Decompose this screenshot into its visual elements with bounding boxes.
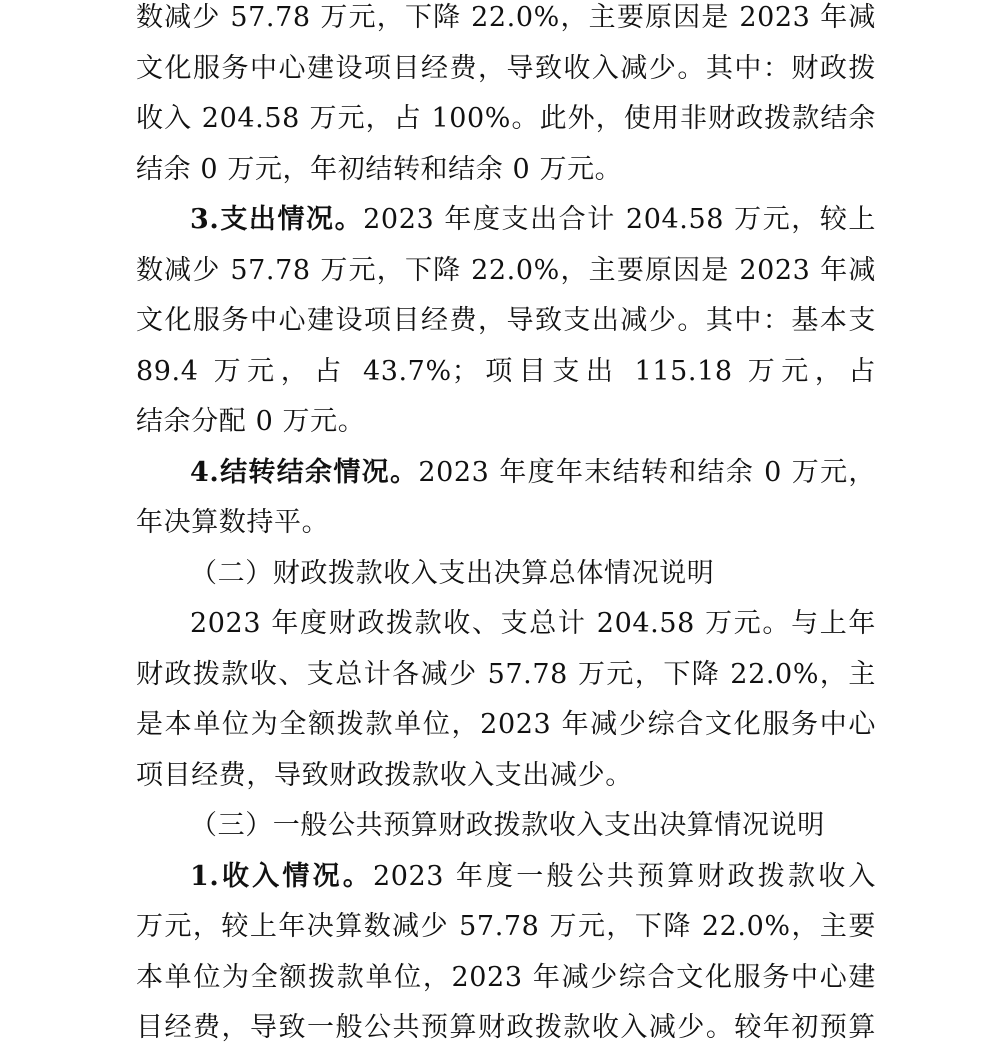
text-line	[136, 44, 876, 95]
line-text: 结余 0 万元，年初结转和结余 0 万元。	[136, 153, 623, 185]
text-line	[136, 246, 876, 297]
line-text: 文化服务中心建设项目经费，导致支出减少。其中：基本支	[136, 305, 876, 336]
line-text: （二）财政拨款收入支出决算总体情况说明	[190, 557, 715, 589]
text-line	[136, 700, 876, 751]
text-line	[136, 751, 876, 802]
text-line	[136, 650, 876, 701]
line-text: 2023 年度财政拨款收、支总计 204.58 万元。与上年	[190, 608, 876, 639]
document-page	[136, 0, 876, 1054]
line-text: 目经费，导致一般公共预算财政拨款收入减少。较年初预算	[136, 1012, 876, 1043]
text-line	[136, 397, 876, 448]
line-text: 财政拨款收、支总计各减少 57.78 万元，下降 22.0%，主	[136, 658, 876, 690]
text-line	[136, 599, 876, 650]
line-text: 2023 年度支出合计 204.58 万元，较上	[363, 204, 876, 235]
text-line	[136, 296, 876, 347]
text-line	[136, 195, 876, 246]
text-line	[136, 498, 876, 549]
text-line	[136, 0, 876, 44]
text-line	[136, 347, 876, 398]
item-heading: 1.收入情况。	[190, 860, 373, 892]
line-text: 结余分配 0 万元。	[136, 406, 366, 437]
line-text: 2023 年度一般公共预算财政拨款收入	[372, 860, 876, 892]
line-text: 文化服务中心建设项目经费，导致收入减少。其中：财政拨	[136, 52, 876, 84]
line-text: 数减少 57.78 万元，下降 22.0%，主要原因是 2023 年减	[136, 254, 876, 286]
line-text: 89.4 万元，占 43.7%；项目支出 115.18 万元，占	[136, 355, 876, 387]
text-line	[136, 852, 876, 903]
item-heading: 4.结转结余情况。	[190, 456, 419, 488]
section-heading	[136, 801, 876, 852]
line-text: 数减少 57.78 万元，下降 22.0%，主要原因是 2023 年减	[136, 2, 876, 33]
section-heading	[136, 549, 876, 600]
line-text: （三）一般公共预算财政拨款收入支出决算情况说明	[190, 810, 825, 841]
line-text: 2023 年度年末结转和结余 0 万元，	[418, 456, 876, 488]
text-line	[136, 1003, 876, 1054]
text-line	[136, 94, 876, 145]
line-text: 万元，较上年决算数减少 57.78 万元，下降 22.0%，主要	[136, 911, 876, 942]
item-heading: 3.支出情况。	[190, 204, 364, 235]
text-line	[136, 953, 876, 1004]
text-line	[136, 902, 876, 953]
text-line	[136, 448, 876, 499]
text-line	[136, 145, 876, 196]
line-text: 项目经费，导致财政拨款收入支出减少。	[136, 759, 633, 791]
line-text: 收入 204.58 万元，占 100%。此外，使用非财政拨款结余	[136, 103, 876, 134]
line-text: 本单位为全额拨款单位，2023 年减少综合文化服务中心建	[136, 961, 876, 993]
line-text: 是本单位为全额拨款单位，2023 年减少综合文化服务中心	[136, 709, 876, 740]
line-text: 年决算数持平。	[136, 507, 330, 538]
